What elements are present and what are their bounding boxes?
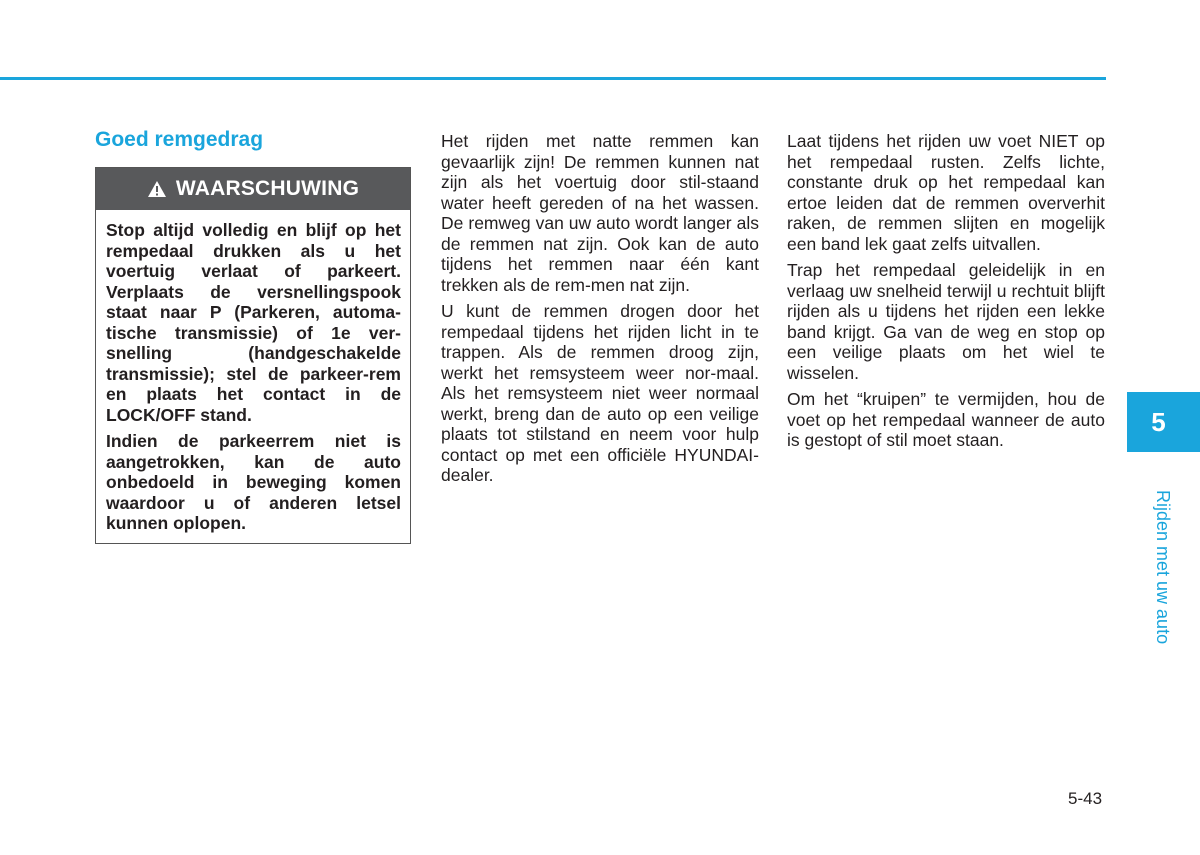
warning-paragraph: Stop altijd volledig en blijf op het rempedaal drukken als u het voertuig verlaat of parkeert. Verplaats de versnellingspook staat naar P (Parkeren, automa-tische transmissie) of 1e ver-snelling (handgeschakelde transmissie); stel de parkeer-rem en plaats het contact in de LOCK/OFF stand. [106,220,401,425]
warning-title: WAARSCHUWING [175,177,360,200]
warning-triangle-icon [147,180,167,198]
text-column-2 [441,131,759,492]
header-rule [0,77,1106,80]
body-paragraph: Trap het rempedaal geleidelijk in en verlaag uw snelheid terwijl u rechtuit blijft rijden als u tijdens het rijden een lekke band krijgt. Ga van de weg en stop op een veilige plaats om het wiel te wisselen. [787,260,1105,383]
warning-box [95,167,411,544]
page-number: 5-43 [1068,789,1103,808]
warning-header [96,168,410,210]
body-paragraph: Om het “kruipen” te vermijden, hou de voet op het rempedaal wanneer de auto is gestopt of stil moet staan. [787,389,1105,450]
warning-paragraph: Indien de parkeerrem niet is aangetrokken, kan de auto onbedoeld in beweging komen waardoor u of anderen letsel kunnen oplopen. [106,431,401,533]
body-paragraph: U kunt de remmen drogen door het rempedaal tijdens het rijden licht in te trappen. Als de remmen droog zijn, werkt het remsysteem weer nor-maal. Als het remsysteem niet weer normaal werkt, breng dan de auto op een veilige plaats tot stilstand en neem voor hulp contact op met een officiële HYUNDAI-dealer. [441,301,759,485]
text-column-3 [787,131,1105,457]
chapter-number-tab: 5 [1127,392,1200,452]
section-heading: Goed remgedrag [95,128,264,151]
body-paragraph: Het rijden met natte remmen kan gevaarlijk zijn! De remmen kunnen nat zijn als het voertuig door stil-staand water heeft gereden of na het wassen. De remweg van uw auto wordt langer als de remmen nat zijn. Ook kan de auto tijdens het remmen naar één kant trekken als de rem-men nat zijn. [441,131,759,295]
warning-body [96,210,410,534]
chapter-title: Rijden met uw auto [1153,490,1173,645]
body-paragraph: Laat tijdens het rijden uw voet NIET op het rempedaal rusten. Zelfs lichte, constante druk op het rempedaal kan ertoe leiden dat de remmen oververhit raken, de remmen slijten en mogelijk een band lek gaat zelfs uitvallen. [787,131,1105,254]
